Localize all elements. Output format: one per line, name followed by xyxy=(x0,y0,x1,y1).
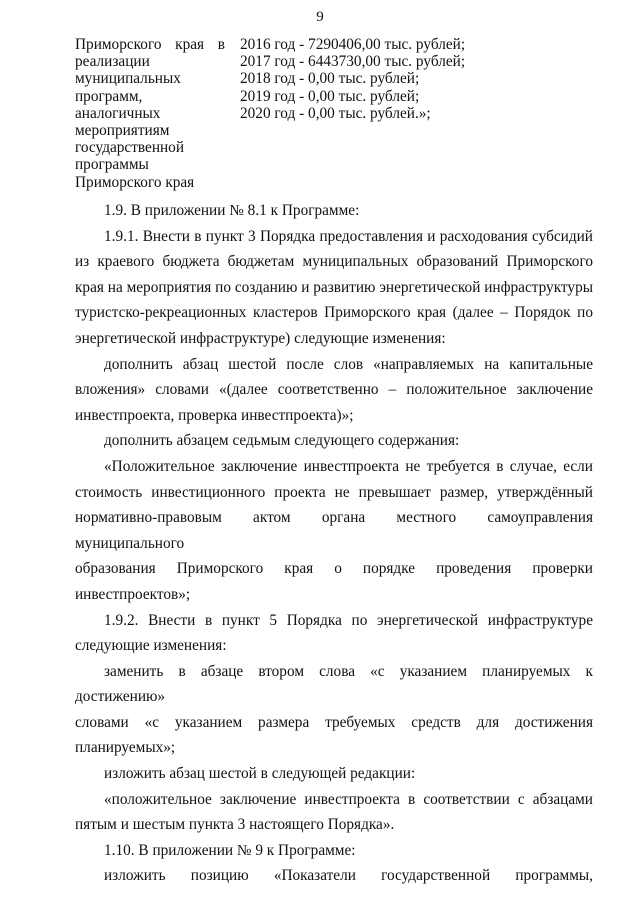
paragraph-line: заменить в абзаце втором слова «с указанием планируемых к достижению» xyxy=(75,662,593,706)
paragraph-line: 1.9.1. Внести в пункт 3 Порядка предоставления и расходования субсидий xyxy=(104,227,593,245)
paragraph-line: изложить позицию «Показатели государственной программы, xyxy=(104,867,593,885)
table-left-line: Приморского края xyxy=(75,173,195,191)
paragraph-line: «положительное заключение инвестпроекта в соответствии с абзацами xyxy=(104,790,593,808)
paragraph-line: туристско-рекреационных кластеров Приморского края (далее – Порядок по xyxy=(75,304,593,322)
paragraph-line: энергетической инфраструктуре) следующие изменения: xyxy=(75,329,446,347)
table-left-line: Приморского края в xyxy=(75,36,225,53)
funding-line: 2019 год - 0,00 тыс. рублей; xyxy=(240,87,420,105)
table-left-line: программы xyxy=(75,156,149,174)
table-left-cell xyxy=(75,36,225,191)
table-left-line: государственной xyxy=(75,139,185,157)
paragraph-line: из краевого бюджета бюджетам муниципальных образований Приморского xyxy=(75,253,593,271)
paragraph-line: дополнить абзац шестой после слов «направляемых на капитальные xyxy=(104,355,593,373)
paragraph-line: изложить абзац шестой в следующей редакции: xyxy=(104,765,416,783)
paragraph-line: следующие изменения: xyxy=(75,637,227,655)
table-left-line: мероприятиям xyxy=(75,122,170,140)
funding-line: 2017 год - 6443730,00 тыс. рублей; xyxy=(240,53,466,71)
funding-line: 2018 год - 0,00 тыс. рублей; xyxy=(240,70,420,88)
table-left-line: аналогичных xyxy=(75,104,161,122)
section-heading: 1.9. В приложении № 8.1 к Программе: xyxy=(104,202,360,219)
funding-line: 2016 год - 7290406,00 тыс. рублей; xyxy=(240,36,466,53)
paragraph-line: края на мероприятия по созданию и развитию энергетической инфраструктуры xyxy=(75,278,593,296)
funding-line: 2020 год - 0,00 тыс. рублей.»; xyxy=(240,104,431,122)
paragraph-line: вложения» словами «(далее соответственно – положительное заключение xyxy=(75,381,593,399)
paragraph-line: пятым и шестым пункта 3 настоящего Порядка». xyxy=(75,816,395,834)
paragraph-line: образования Приморского края о порядке проведения проверки xyxy=(75,560,593,578)
table-right-cell xyxy=(240,36,560,122)
paragraph-line: «Положительное заключение инвестпроекта не требуется в случае, если xyxy=(104,457,593,475)
table-left-line: реализации xyxy=(75,53,150,71)
table-left-line: программ, xyxy=(75,87,143,105)
paragraph-line: инвестпроекта, проверка инвестпроекта)»; xyxy=(75,406,354,424)
paragraph-line: инвестпроектов»; xyxy=(75,585,191,603)
paragraph-line: нормативно-правовым актом органа местного самоуправления муниципального xyxy=(75,509,593,552)
document-body xyxy=(75,198,593,889)
page-number: 9 xyxy=(316,9,324,25)
section-heading: 1.10. В приложении № 9 к Программе: xyxy=(104,841,356,859)
table-left-line: муниципальных xyxy=(75,70,181,88)
paragraph-line: словами «с указанием размера требуемых средств для достижения xyxy=(75,713,593,731)
paragraph-line: планируемых»; xyxy=(75,739,176,757)
paragraph-line: 1.9.2. Внести в пункт 5 Порядка по энергетической инфраструктуре xyxy=(104,611,593,629)
paragraph-line: стоимость инвестиционного проекта не превышает размер, утверждённый xyxy=(75,483,593,501)
paragraph-line: дополнить абзацем седьмым следующего содержания: xyxy=(104,432,460,450)
